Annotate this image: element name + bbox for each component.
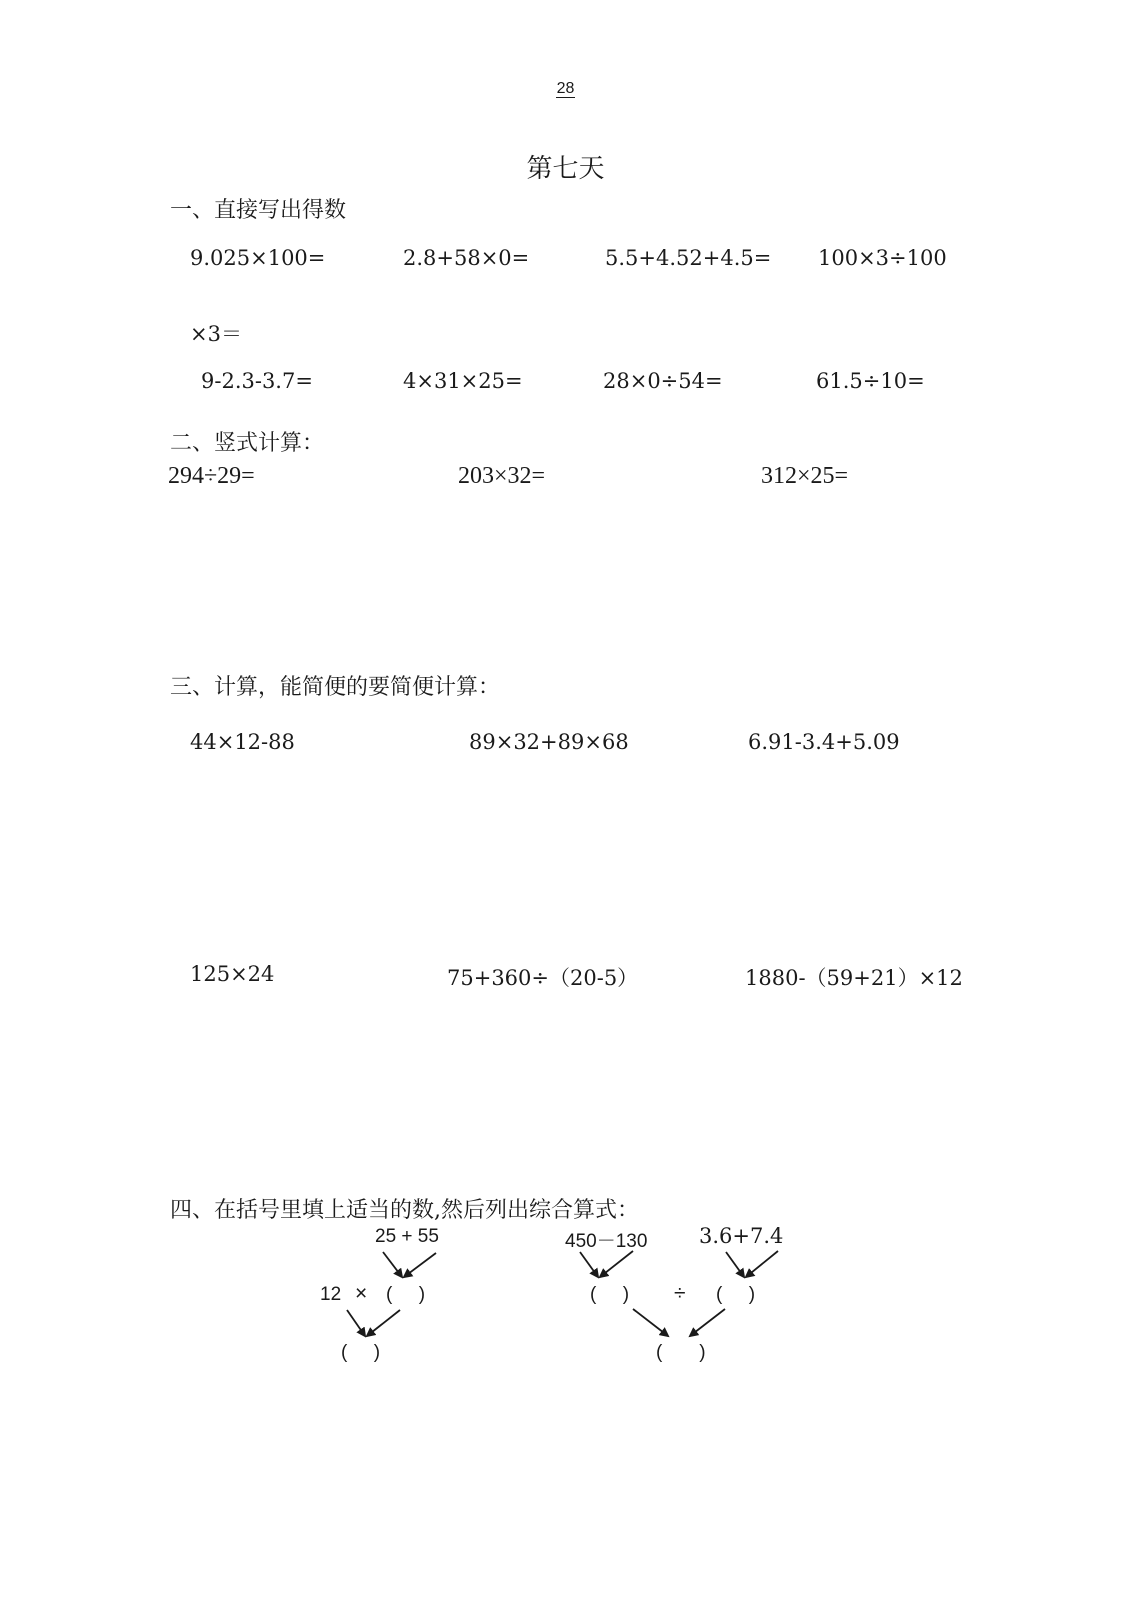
s1-item-8: 61.5÷10=: [816, 369, 925, 393]
right-tree-operator: ÷: [674, 1282, 686, 1305]
arrow-rt-6: [690, 1309, 725, 1336]
s1-item-1: 9.025×100=: [190, 246, 326, 270]
s3-item-4: 125×24: [190, 962, 275, 986]
left-tree-middle-box: ( ): [386, 1284, 426, 1305]
left-tree-operator: ×: [355, 1282, 368, 1305]
left-tree-number: 12: [320, 1284, 342, 1305]
right-tree-middle-right-box: ( ): [716, 1284, 756, 1305]
section1-heading: 一、直接写出得数: [170, 198, 347, 223]
section2-heading: 二、竖式计算：: [170, 431, 325, 456]
arrow-lt-1: [383, 1252, 402, 1277]
s1-item-4: 100×3÷100: [818, 246, 947, 270]
s3-item-1: 44×12-88: [190, 730, 295, 754]
right-tree-top-left: 450－130: [565, 1231, 648, 1252]
s1-item-3: 5.5+4.52+4.5=: [605, 246, 772, 270]
s2-item-2: 203×32=: [458, 463, 546, 489]
s1-item-5: 9-2.3-3.7=: [201, 369, 313, 393]
arrow-lt-3: [347, 1310, 365, 1336]
arrow-lt-2: [404, 1253, 436, 1277]
arrow-rt-1: [580, 1252, 598, 1277]
right-tree-top-right: 3.6+7.4: [699, 1224, 784, 1248]
s1-item-4-wrap: ×3＝: [190, 322, 242, 346]
left-tree-bottom-box: ( ): [341, 1342, 381, 1363]
s3-item-2: 89×32+89×68: [469, 730, 629, 754]
s3-item-3: 6.91-3.4+5.09: [748, 730, 900, 754]
s3-item-5: 75+360÷（20-5）: [447, 966, 639, 990]
arrow-rt-3: [726, 1252, 744, 1277]
section3-heading: 三、计算，能简便的要简便计算：: [170, 675, 501, 700]
right-tree-bottom-box: ( ): [656, 1342, 706, 1363]
arrow-rt-2: [600, 1251, 633, 1277]
arrow-rt-4: [746, 1251, 778, 1277]
s2-item-1: 294÷29=: [168, 463, 255, 489]
section4-heading: 四、在括号里填上适当的数,然后列出综合算式：: [170, 1198, 639, 1223]
page-title: 第七天: [526, 154, 605, 184]
s1-item-6: 4×31×25=: [403, 369, 523, 393]
s2-item-3: 312×25=: [761, 463, 849, 489]
arrow-lt-4: [367, 1310, 400, 1336]
s1-item-7: 28×0÷54=: [603, 369, 723, 393]
page-number: 28: [556, 80, 575, 97]
left-tree-top: 25 + 55: [375, 1226, 439, 1247]
s3-item-6: 1880-（59+21）×12: [745, 966, 963, 990]
arrow-rt-5: [633, 1309, 668, 1336]
s1-item-2: 2.8+58×0=: [403, 246, 530, 270]
right-tree-middle-left-box: ( ): [590, 1284, 630, 1305]
